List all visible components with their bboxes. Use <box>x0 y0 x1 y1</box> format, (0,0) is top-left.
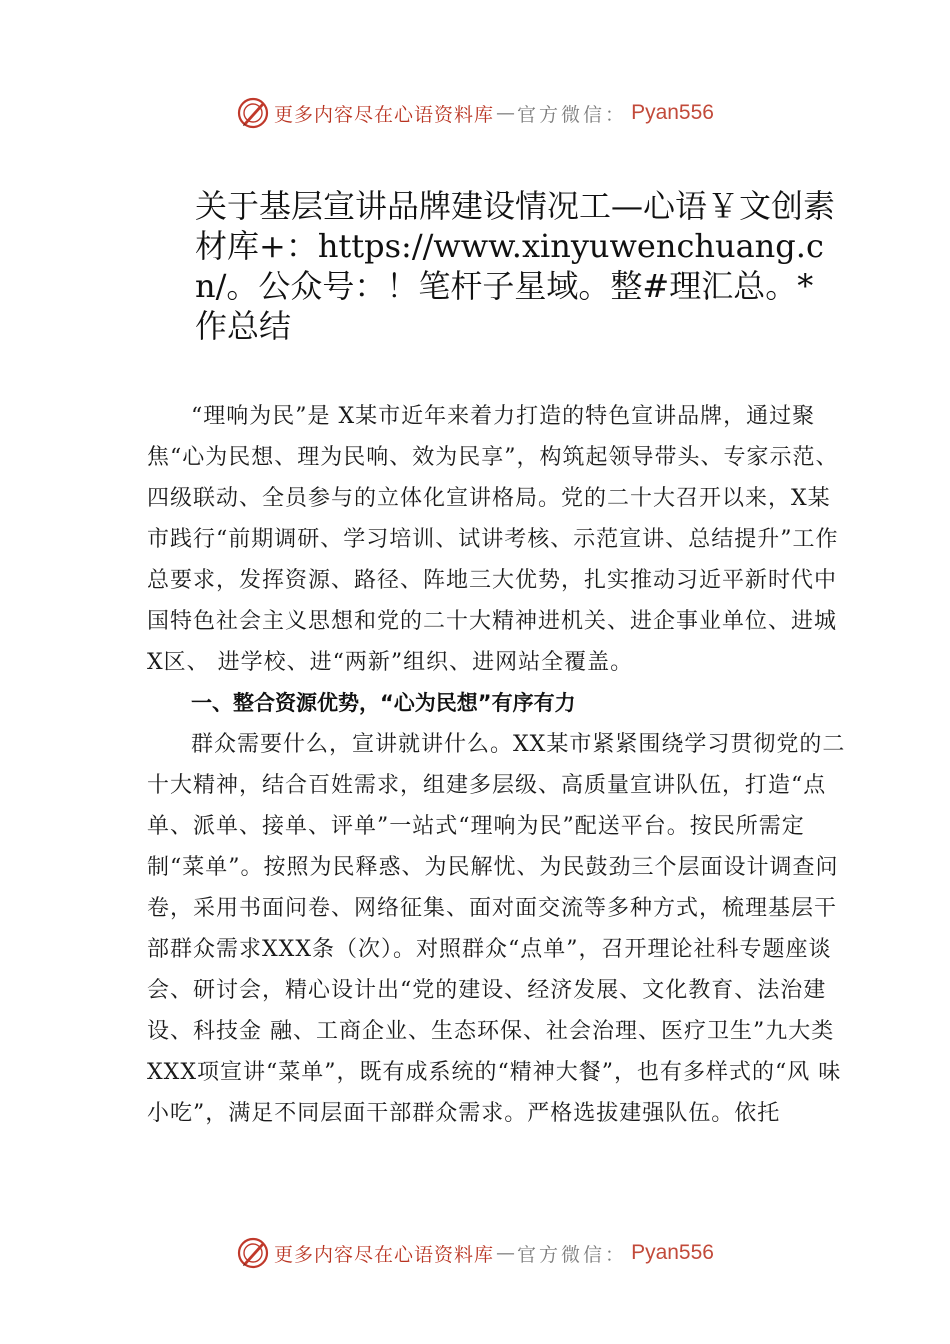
watermark-header <box>0 93 950 133</box>
watermark-label: 官方微信： <box>517 1243 628 1266</box>
watermark-dash: — <box>496 102 516 124</box>
watermark-text: 更多内容尽在心语资料库 <box>274 1243 495 1266</box>
paragraph-section-1: 群众需要什么，宣讲就讲什么。XX某市紧紧围绕学习贯彻党的二十大精神，结合百姓需求，组建多层级、高质量宣讲队伍，打造“点单、派单、接单、评单”一站式“理响为民”配送平台。按民所需定制“菜单”。按照为民释惑、为民解忧、为民鼓劲三个层面设计调查问卷，采用书面问卷、网络征集、面对面交流等多种方式，梳理基层干部群众需求XXX条（次）。对照群众“点单”，召开理论社科专题座谈会、研讨会，精心设计出“党的建设、经济发展、文化教育、法治建设、科技金 融、工商企业、生态环保、社会治理、医疗卫生”九大类 XXX项宣讲“菜单”，既有成系统的“精神大餐”，也有多样式的“风 味小吃”，满足不同层面干部群众需求。严格选拔建强队伍。依托 <box>147 732 846 1126</box>
document-body <box>147 396 847 1134</box>
watermark-footer <box>0 1233 950 1273</box>
document-title: 关于基层宣讲品牌建设情况工—心语￥文创素材库+：https://www.xinyuwenchuang.cn/。公众号：！笔杆子星域。整#理汇总。*作总结 <box>195 187 836 345</box>
watermark-dash: — <box>496 1242 516 1264</box>
section-heading-1: 一、整合资源优势，“心为民想”有序有力 <box>191 691 576 715</box>
pen-logo-icon <box>236 96 270 130</box>
watermark-text: 更多内容尽在心语资料库 <box>274 103 495 126</box>
pen-logo-icon <box>236 1236 270 1270</box>
watermark-wechat-id: Pyan556 <box>631 101 714 124</box>
watermark-wechat-id: Pyan556 <box>631 1241 714 1264</box>
paragraph-intro: “理响为民”是 X某市近年来着力打造的特色宣讲品牌，通过聚焦“心为民想、理为民响、效为民享”，构筑起领导带头、专家示范、四级联动、全员参与的立体化宣讲格局。党的二十大召开以来，X某市践行“前期调研、学习培训、试讲考核、示范宣讲、总结提升”工作总要求，发挥资源、路径、阵地三大优势，扎实推动习近平新时代中国特色社会主义思想和党的二十大精神进机关、进企事业单位、进城X区、 进学校、进“两新”组织、进网站全覆盖。 <box>147 404 839 675</box>
watermark-label: 官方微信： <box>517 103 628 126</box>
